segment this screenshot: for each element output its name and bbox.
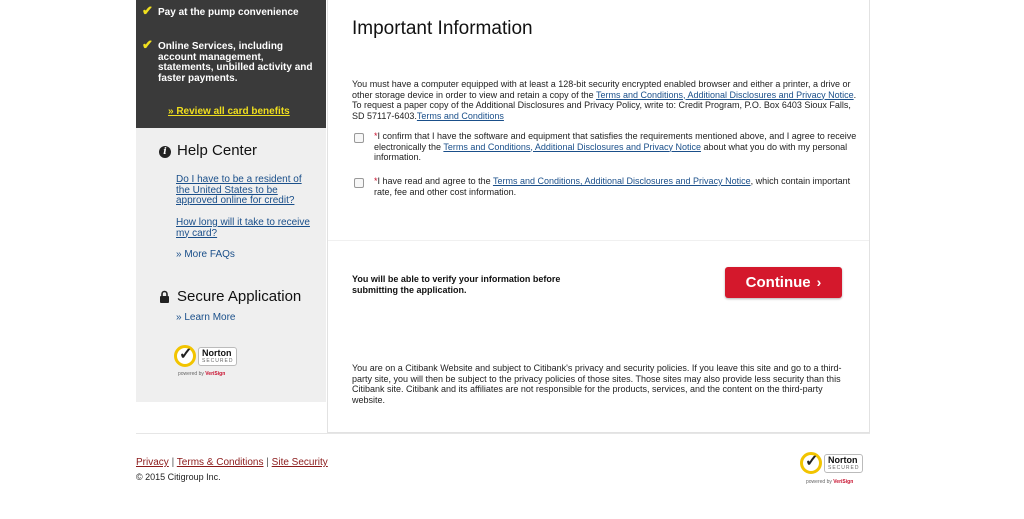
secure-application-title: Secure Application [177,288,302,305]
more-faqs-link[interactable]: » More FAQs [176,249,235,260]
third-party-disclaimer: You are on a Citibank Website and subject to Citibank's privacy and security policies. If you leave this site and go to a third-party site, you will then be subject to the privacy policies of those sites. Those sites may also provide less security than this Citibank site. Citibank and its affiliates are not responsible for the products, services, and the content on the third-party website. [352,363,842,405]
faq-link-resident[interactable]: Do I have to be a resident of the United States to be approved online for credit? [176,174,302,206]
check-icon: ✔ [142,37,153,52]
required-asterisk: * [374,131,378,141]
benefit-item [142,37,318,84]
check-icon: ✔ [142,3,153,18]
terms-conditions-footer-link[interactable]: Terms & Conditions [176,457,264,468]
footer-links: Privacy | Terms & Conditions | Site Security [136,457,328,468]
privacy-link[interactable]: Privacy [136,457,169,468]
lock-icon [159,290,170,303]
faq-link-card-time[interactable]: How long will it take to receive my card? [176,217,310,239]
continue-section [328,240,869,341]
site-security-link[interactable]: Site Security [271,457,328,468]
equipment-confirm-checkbox[interactable] [354,133,364,143]
footer-divider [136,433,870,434]
benefit-item [142,3,318,19]
terms-conditions-link[interactable]: Terms and Conditions [416,110,504,121]
norton-secured-badge-footer[interactable] [800,452,863,485]
copyright: © 2015 Citigroup Inc. [136,472,221,482]
page-title: Important Information [352,18,533,39]
verify-note: You will be able to verify your information before submitting the application. [352,274,561,295]
required-asterisk: * [374,176,378,186]
benefit-text: Pay at the pump convenience [158,7,299,18]
continue-button[interactable]: Continue › [725,267,842,298]
norton-powered-by: powered by VeriSign [806,479,854,485]
benefit-text: Online Services, including account management, statements, unbilled activity and faster payments. [158,41,313,84]
norton-check-icon: ✓ [800,452,822,474]
card-benefits-panel [136,0,326,128]
norton-label: Norton SECURED [824,454,863,473]
main-panel: Important Information You must have a computer equipped with at least a 128-bit security encrypted enabled browser and either a printer, a drive or other storage device in order to view and retain a copy of the Terms and Conditions, Additional Disclosures and Privacy Notice. To request a paper copy of the Additional Disclosures and Privacy Policy, write to: Credit Program, P.O. Box 6403 Sioux Falls, SD 57117-6403.Terms and Conditions *I confirm that I have the software and equipment that satisfies the requirements mentioned above, and I agree to receive electronically the Terms and Conditions, Additional Disclosures and Privacy Notice about what you do with my personal information. *I have read and agree to the Terms and Conditions, Additional Disclosures and Privacy Notice, which contain important rate, fee and other cost information. You will be able to verify your information before submitting the application. Continue › You are on a Citibank Website and subject to Citibank's privacy and security policies. If you leave this site and go to a third-party site, you will then be subject to the privacy policies of those sites. Those sites may also provide less security than this Citibank site. Citibank and its affiliates are not responsible for the products, services, and the content on the third-party website. [327,0,870,433]
norton-check-icon: ✓ [174,345,196,367]
chevron-right-icon: › [816,274,822,290]
terms-agree-checkbox[interactable] [354,178,364,188]
review-card-benefits-link[interactable]: » Review all card benefits [168,106,290,117]
terms-link[interactable]: Terms and Conditions, Additional Disclosures and Privacy Notice [443,141,701,152]
terms-link[interactable]: Terms and Conditions, Additional Disclosures and Privacy Notice [492,176,751,186]
secure-application-panel [136,273,326,402]
requirements-paragraph: You must have a computer equipped with at least a 128-bit security encrypted enabled browser and either a printer, a drive or other storage device in order to view and retain a copy of the Terms and Conditions, Additional Disclosures and Privacy Notice. To request a paper copy of the Additional Disclosures and Privacy Policy, write to: Credit Program, P.O. Box 6403 Sioux Falls, SD 57117-6403.Terms and Conditions [352,79,857,121]
info-icon: i [159,146,171,158]
terms-link[interactable]: Terms and Conditions, Additional Disclosures and Privacy Notice [595,89,854,100]
norton-secured-badge[interactable] [174,345,237,377]
norton-label: Norton SECURED [198,347,237,366]
help-center-panel [136,128,326,274]
help-center-title: Help Center [177,142,258,159]
left-sidebar [136,0,326,402]
learn-more-link[interactable]: » Learn More [176,312,236,323]
norton-powered-by: powered by VeriSign [178,371,226,377]
